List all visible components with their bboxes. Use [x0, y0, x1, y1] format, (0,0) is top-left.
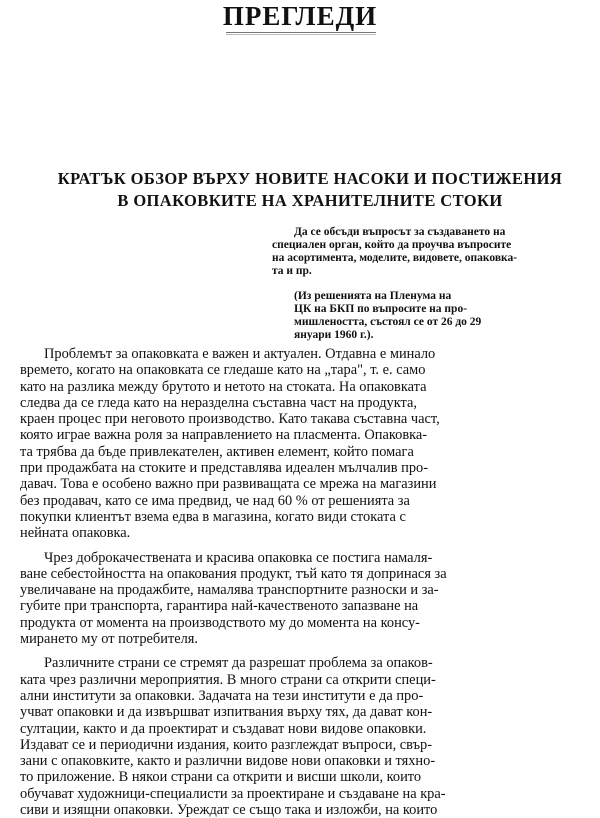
- body-line: продукта от момента на производството му до момента на консу-: [20, 614, 420, 631]
- body-line: като на разлика между брутото и нетото на стоката. На опаковката: [20, 378, 427, 395]
- body-paragraph: [20, 346, 592, 542]
- body-line: зани с опаковките, както и различни видове нови опаковки и тяхно-: [20, 753, 436, 770]
- body-line: краен процес при неговото производство. Като такава съставна част,: [20, 411, 440, 428]
- epigraph-source-line: ЦК на БКП по въпросите на про-: [294, 303, 468, 315]
- epigraph-line: специален орган, който да проучва въпросите: [272, 239, 512, 251]
- body-paragraph: [20, 550, 592, 648]
- epigraph-source-line: януари 1960 г.).: [294, 329, 374, 341]
- article-body: [20, 346, 592, 818]
- body-line: при продажбата на стоките и представлява идеален мълчалив про-: [20, 460, 429, 477]
- body-line: Различните страни се стремят да разрешат проблема за опаков-: [44, 655, 433, 672]
- body-line: нейната опаковка.: [20, 525, 131, 542]
- epigraph-line: на асортимента, моделите, видовете, опаковка-: [272, 252, 518, 264]
- body-line: то приложение. В някои страни са открити и висши школи, които: [20, 769, 422, 786]
- article-title: [30, 168, 590, 212]
- epigraph-source: [272, 290, 590, 342]
- epigraph-quote: [272, 226, 590, 278]
- body-line: сиви и изящни опаковки. Уреждат се също така и изложби, на които: [20, 802, 438, 818]
- body-line: султации, както и да проектират и създават нови видове опаковки.: [20, 720, 427, 737]
- body-line: Чрез доброкачествената и красива опаковка се постига намаля-: [44, 549, 433, 566]
- section-title: ПРЕГЛЕДИ: [222, 1, 378, 31]
- article-title-line: В ОПАКОВКИТЕ НА ХРАНИТЕЛНИТЕ СТОКИ: [117, 191, 503, 210]
- epigraph-line: Да се обсъди въпросът за създаването на: [294, 226, 506, 238]
- body-line: та трябва да бъде привлекателен, активен елемент, който помага: [20, 443, 414, 460]
- body-line: Проблемът за опаковката е важен и актуален. Отдавна е минало: [44, 346, 436, 362]
- body-line: ване себестойността на опакования продукт, тъй като тя допринася за: [20, 565, 447, 582]
- paragraph-gap: [20, 647, 592, 655]
- body-line: покупки клиентът взема едва в магазина, когато види стоката с: [20, 508, 406, 525]
- body-line: без продавач, като се има предвид, че над 60 % от решенията за: [20, 492, 410, 509]
- title-underline-rule: [226, 32, 376, 35]
- article-title-line: КРАТЪК ОБЗОР ВЪРХУ НОВИТЕ НАСОКИ И ПОСТИЖЕНИЯ: [57, 169, 563, 188]
- body-line: обучават художници-специалисти за проектиране и създаване на кра-: [20, 785, 446, 802]
- body-line: следва да се гледа като на неразделна съставна част на продукта,: [20, 394, 418, 411]
- body-line: давач. Това е особено важно при развиващата се мрежа на магазини: [20, 476, 437, 493]
- body-line: увеличаване на продажбите, намалява транспортните разноски и за-: [20, 582, 439, 599]
- body-line: ални институти за опаковки. Задачата на тези институти е да про-: [20, 687, 424, 704]
- body-line: Издават се и периодични издания, които разглеждат въпроси, свър-: [20, 736, 433, 753]
- body-line: времето, когато на опаковката се гледаше като на „тара", т. е. само: [20, 362, 426, 379]
- body-line: мирането му от потребителя.: [20, 631, 199, 648]
- body-line: ката чрез различни мероприятия. В много страни са открити специ-: [20, 671, 436, 688]
- paragraph-gap: [20, 542, 592, 550]
- body-paragraph: [20, 655, 592, 818]
- body-line: учват опаковки и да извършват изпитвания върху тях, да дават кон-: [20, 704, 433, 721]
- epigraph-source-line: мишлеността, състоял се от 26 до 29: [294, 316, 482, 328]
- epigraph-line: та и пр.: [272, 265, 312, 277]
- body-line: която играе важна роля за направлението на пласмента. Опаковка-: [20, 427, 428, 444]
- epigraph-source-line: (Из решенията на Пленума на: [294, 290, 452, 302]
- body-line: губите при транспорта, гарантира най-качественото запазване на: [20, 598, 419, 615]
